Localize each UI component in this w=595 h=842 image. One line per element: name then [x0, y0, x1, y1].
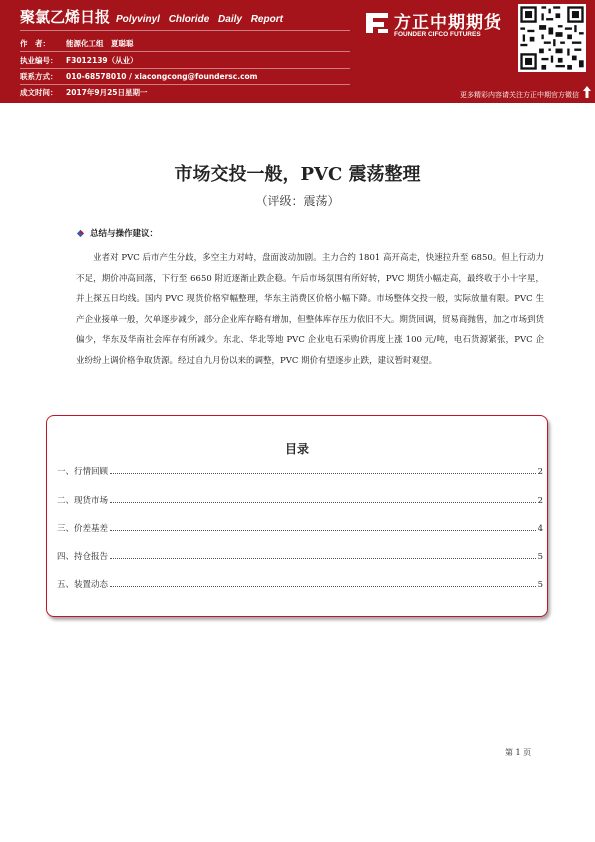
header-title-cn: 聚氯乙烯日报 — [20, 8, 111, 26]
toc-leader — [110, 524, 536, 531]
toc-item[interactable] — [57, 522, 543, 534]
summary-paragraph: 业者对 PVC 后市产生分歧，多空主力对峙，盘面波动加剧。主力合约 1801 高开高走，快速拉升至 6850。但上行动力不足，期价冲高回落，下行至 6650 附近逐渐止跌企稳。午后市场氛围有所好转，PVC 期货小幅走高，最终收于小十字星，并上探五日均线。国内 PVC 现货价格窄幅整理，华东主消费区价格小幅下降。市场整体交投一般，实际放量有限。PVC 生产企业接单一般，欠单逐步减少，部分企业库存略有增加，但整体库存压力依旧不大。期货回调，贸易商抛售，加之市场到货偏少，华东及华南社会库存有所减少。东北、华北等地 PVC 企业电石采购价再度上涨 100 元/吨，电石货源紧张，PVC 企业纷纷上调价格争取货源。经过自九月份以来的调整，PVC 期价有望逐步止跌，建议暂时观望。 — [76, 253, 544, 366]
toc-leader — [110, 552, 536, 559]
toc-leader — [110, 496, 536, 503]
author-line — [20, 38, 134, 49]
toc-title: 目录 — [284, 442, 309, 456]
logo-text-en: FOUNDER CIFCO FUTURES — [394, 31, 481, 38]
toc-item[interactable] — [57, 578, 543, 590]
header-divider — [20, 68, 350, 69]
page-number: 第 1 页 — [505, 748, 532, 757]
header-divider — [20, 51, 350, 52]
founder-logo-icon — [364, 9, 390, 35]
toc-item-page: 4 — [537, 524, 543, 534]
report-header — [0, 0, 595, 103]
contact-line — [20, 71, 257, 82]
arrow-up-icon[interactable] — [582, 85, 592, 99]
toc-item[interactable] — [57, 494, 543, 506]
license-value: F3012139（从业） — [66, 56, 138, 65]
toc-item-label: 四、持仓报告 — [57, 552, 109, 562]
toc-item-label: 三、价差基差 — [57, 524, 109, 534]
toc-item-label: 二、现货市场 — [57, 496, 109, 506]
report-rating: （评级：震荡） — [255, 194, 340, 208]
report-title: 市场交投一般，PVC 震荡整理 — [174, 164, 421, 185]
header-title — [20, 6, 283, 27]
license-line — [20, 55, 138, 66]
toc-item-page: 5 — [537, 580, 543, 590]
date-label: 成文时间： — [20, 88, 58, 97]
license-label: 执业编号： — [20, 56, 58, 65]
qr-code-icon — [518, 4, 586, 72]
toc-leader — [110, 467, 536, 474]
logo-text-cn: 方正中期期货 — [394, 13, 502, 33]
toc-item[interactable] — [57, 550, 543, 562]
toc-item-label: 一、行情回顾 — [57, 467, 109, 477]
toc-item-page: 2 — [537, 496, 543, 506]
header-divider — [20, 84, 350, 85]
toc-leader — [110, 580, 536, 587]
wechat-tagline[interactable]: 更多精彩内容请关注方正中期官方微信 — [460, 91, 579, 99]
date-line — [20, 87, 148, 98]
contact-value: 010-68578010 / xiacongcong@foundersc.com — [66, 72, 258, 81]
toc-item-label: 五、装置动态 — [57, 580, 109, 590]
author-value: 能源化工组 夏聪聪 — [66, 39, 134, 48]
summary-heading: 总结与操作建议： — [90, 229, 159, 239]
contact-label: 联系方式： — [20, 72, 58, 81]
author-label: 作 者： — [20, 39, 50, 48]
toc-item-page: 5 — [537, 552, 543, 562]
company-logo — [364, 8, 514, 42]
toc-item-page: 2 — [537, 467, 543, 477]
header-divider — [20, 30, 350, 31]
table-of-contents — [46, 415, 548, 617]
date-value: 2017年9月25日星期一 — [66, 88, 148, 97]
header-title-en: Polyvinyl Chloride Daily Report — [116, 14, 283, 25]
toc-item[interactable] — [57, 465, 543, 477]
